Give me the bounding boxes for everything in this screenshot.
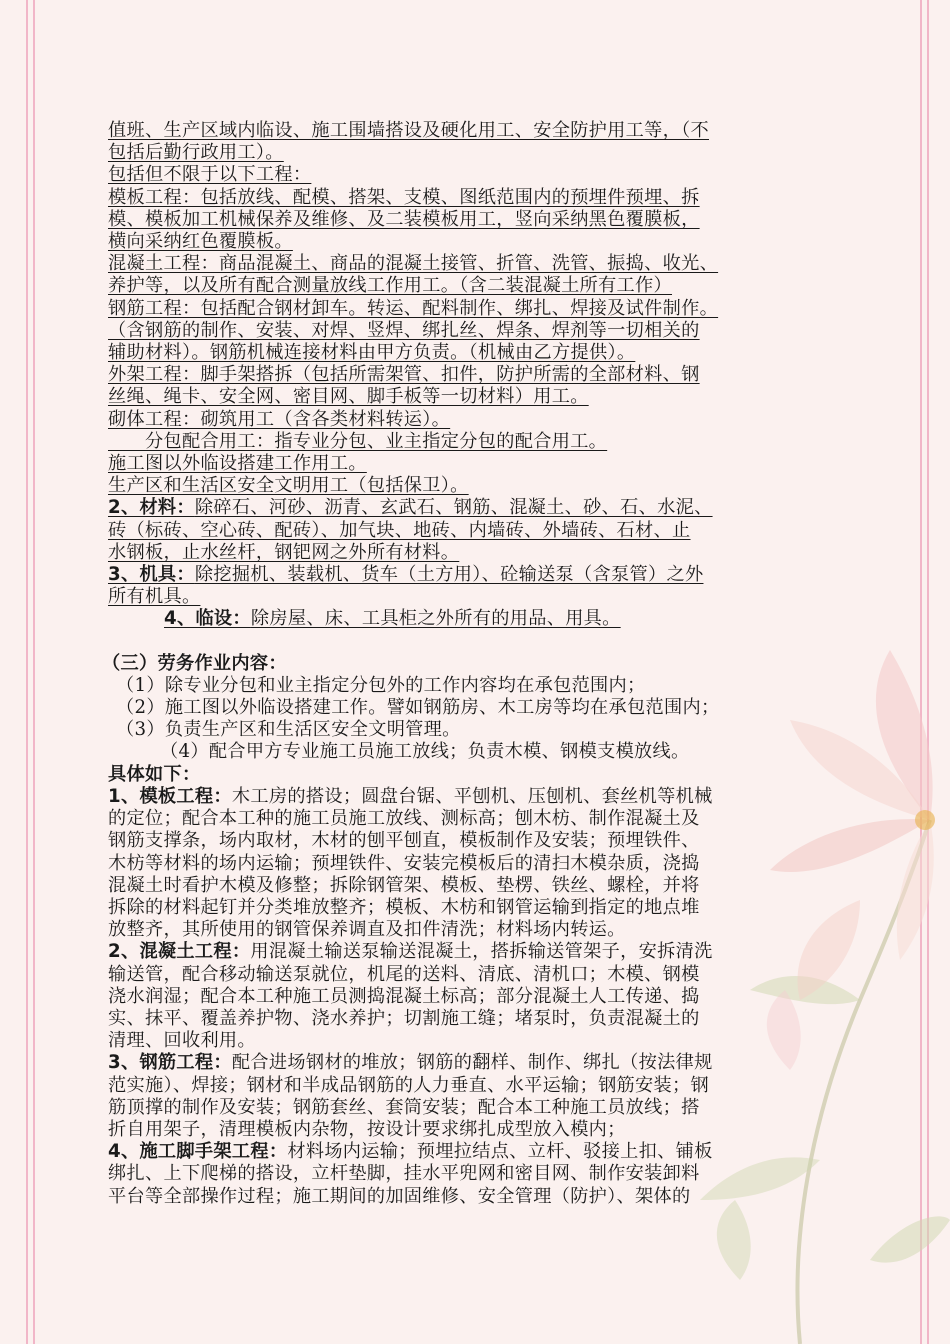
clause-label: 3、机具： — [108, 564, 195, 586]
list-item: （3）负责生产区和生活区安全文明管理。 — [116, 719, 461, 741]
spacer — [108, 631, 838, 653]
text-line: 木枋等材料的场内运输；预埋铁件、安装完模板后的清扫木模杂质，浇捣 — [108, 852, 700, 874]
text-line: 模板工程：包括放线、配模、搭架、支模、图纸范围内的预埋件预埋、拆 — [108, 186, 700, 208]
text-line: 清理、回收利用。 — [108, 1030, 256, 1052]
text-line — [108, 1052, 838, 1074]
materials-clause — [108, 497, 838, 564]
text-line: 放整齐，其所使用的钢管保养调直及扣件清洗；材料场内转运。 — [108, 919, 626, 941]
text-line — [108, 564, 838, 586]
text-line: 包括但不限于以下工程： — [108, 164, 312, 186]
clause-text: 除房屋、床、工具柜之外所有的用品、用具。 — [250, 608, 621, 630]
list-item: （4）配合甲方专业施工员施工放线；负责木模、钢模支模放线。 — [160, 741, 690, 763]
text-line — [108, 941, 838, 963]
text-line: 浇水润湿；配合本工种施工员测捣混凝土标高；部分混凝土人工传递、捣 — [108, 985, 700, 1007]
text-line: 钢筋支撑条，场内取材，木材的刨平刨直，模板制作及安装；预埋铁件、 — [108, 830, 700, 852]
text-line — [108, 497, 838, 519]
text-line: 生产区和生活区安全文明用工（包括保卫）。 — [108, 475, 469, 497]
detail-scaffold — [108, 1141, 838, 1208]
text-line: 水钢板，止水丝杆，钢钯网之外所有材料。 — [108, 541, 460, 563]
text-line: 绑扎、上下爬梯的搭设，立杆垫脚，挂水平兜网和密目网、制作安装卸料 — [108, 1163, 700, 1185]
clause-text: 除碎石、河砂、沥青、玄武石、钢筋、混凝土、砂、石、水泥、 — [194, 497, 713, 519]
text-line: 值班、生产区域内临设、施工围墙搭设及硬化用工、安全防护用工等，（不 — [108, 120, 709, 141]
text-line: 范实施）、焊接；钢材和半成品钢筋的人力垂直、水平运输；钢筋安装；钢 — [108, 1074, 709, 1096]
tools-clause — [108, 564, 838, 608]
detail-concrete — [108, 941, 838, 1052]
text-line: 折自用架子，清理模板内杂物，按设计要求绑扎成型放入模内； — [108, 1118, 626, 1140]
text-line: （含钢筋的制作、安装、对焊、竖焊、绑扎丝、焊条、焊剂等一切相关的 — [108, 319, 700, 341]
text-line — [108, 786, 838, 808]
text-line: 平台等全部操作过程；施工期间的加固维修、安全管理（防护）、架体的 — [108, 1185, 691, 1207]
clause-label: 1、模板工程： — [108, 785, 232, 807]
clause-label: 4、临设： — [164, 608, 251, 630]
clause-label: 3、钢筋工程： — [108, 1052, 232, 1074]
clause-text: 配合进场钢材的堆放；钢筋的翻样、制作、绑扎（按法律规 — [231, 1052, 713, 1074]
text-line: 丝绳、绳卡、安全网、密目网、脚手板等一切材料）用工。 — [108, 386, 589, 408]
detail-formwork — [108, 786, 838, 941]
left-border-stripe — [26, 0, 28, 1344]
detail-rebar — [108, 1052, 838, 1141]
section-labor-content — [102, 652, 838, 1208]
clause-text: 用混凝土输送泵输送混凝土，搭拆输送管架子，安拆清洗 — [250, 941, 713, 963]
list-item: （1）除专业分包和业主指定分包外的工作内容均在承包范围内； — [116, 674, 646, 696]
clause-label: 2、材料： — [108, 497, 195, 519]
list-item: （2）施工图以外临设搭建工作。譬如钢筋房、木工房等均在承包范围内； — [116, 697, 720, 719]
text-line — [108, 1141, 838, 1163]
text-line: 辅助材料）。钢筋机械连接材料由甲方负责。（机械由乙方提供）。 — [108, 342, 636, 364]
text-line: 拆除的材料起钉并分类堆放整齐；模板、木枋和钢管运输到指定的地点堆 — [108, 896, 700, 918]
text-line: 养护等，以及所有配合测量放线工作用工。（含二装混凝土所有工作） — [108, 275, 673, 297]
block-scope — [108, 120, 838, 497]
text-line: 砌体工程：砌筑用工（含各类材料转运）。 — [108, 408, 451, 430]
text-line: 包括后勤行政用工）。 — [108, 142, 284, 164]
details-heading: 具体如下： — [108, 763, 201, 785]
clause-text: 除挖掘机、装载机、货车（土方用）、砼输送泵（含泵管）之外 — [194, 564, 704, 586]
section-heading: （三）劳务作业内容： — [102, 652, 287, 674]
left-border-stripe — [33, 0, 35, 1344]
clause-label: 2、混凝土工程： — [108, 941, 251, 963]
text-line — [108, 608, 838, 630]
text-line: 混凝土时看护木模及修整；拆除钢管架、模板、垫楞、铁丝、螺栓，并将 — [108, 874, 700, 896]
text-line: 横向采纳红色覆膜板。 — [108, 231, 293, 253]
text-line: 砖（标砖、空心砖、配砖）、加气块、地砖、内墙砖、外墙砖、石材、止 — [108, 519, 691, 541]
text-line: 筋顶撑的制作及安装；钢筋套丝、套筒安装；配合本工种施工员放线；搭 — [108, 1096, 700, 1118]
text-line: 施工图以外临设搭建工作用工。 — [108, 453, 367, 475]
temp-clause — [108, 608, 838, 630]
text-line: 外架工程：脚手架搭拆（包括所需架管、扣件，防护所需的全部材料、钢 — [108, 364, 700, 386]
text-line: 输送管，配合移动输送泵就位，机尾的送料、清底、清机口；木模、钢模 — [108, 963, 700, 985]
clause-text: 材料场内运输；预埋拉结点、立杆、驳接上扣、铺板 — [287, 1141, 713, 1163]
clause-label: 4、施工脚手架工程： — [108, 1141, 288, 1163]
document-body — [102, 120, 838, 1208]
text-line: 所有机具。 — [108, 586, 201, 608]
text-line: 分包配合用工：指专业分包、业主指定分包的配合用工。 — [108, 430, 608, 452]
text-line: 混凝土工程：商品混凝土、商品的混凝土接管、折管、洗管、振捣、收光、 — [108, 253, 719, 275]
text-line: 的定位；配合本工种的施工员施工放线、测标高；刨木枋、制作混凝土及 — [108, 808, 700, 830]
text-line: 钢筋工程：包括配合钢材卸车。转运、配料制作、绑扎、焊接及试件制作。 — [108, 297, 719, 319]
clause-text: 木工房的搭设；圆盘台锯、平刨机、压刨机、套丝机等机械 — [231, 785, 713, 807]
text-line: 实、抹平、覆盖养护物、浇水养护；切割施工缝；堵泵时，负责混凝土的 — [108, 1007, 700, 1029]
text-line: 模、模板加工机械保养及维修、及二装模板用工，竖向采纳黑色覆膜板， — [108, 208, 700, 230]
